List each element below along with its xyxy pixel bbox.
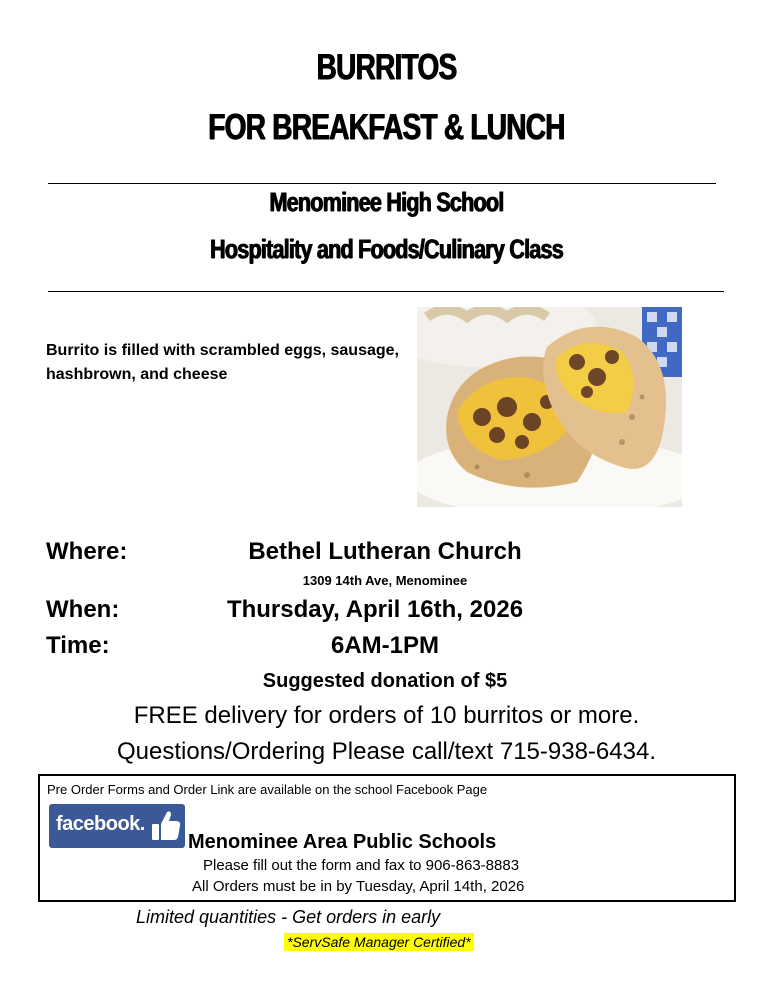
servsafe-badge [284,934,474,950]
school-name: Menominee High School [269,187,504,217]
donation-note: Suggested donation of $5 [262,670,508,692]
servsafe-text: *ServSafe Manager Certified* [284,933,474,951]
thumbs-up-icon [151,808,181,847]
facebook-wordmark: facebook. [56,813,145,835]
org-name: Menominee Area Public Schools [188,831,497,853]
flyer-title-line1: BURRITOS [316,46,457,87]
event-address: 1309 14th Ave, Menominee [302,573,468,588]
time-label: Time: [46,632,110,659]
when-value: Thursday, April 16th, 2026 [226,596,524,623]
contact-note: Questions/Ordering Please call/text 715-938-6434. [117,738,656,765]
where-value: Bethel Lutheran Church [248,538,522,565]
facebook-logo [49,804,185,848]
when-label: When: [46,596,120,623]
divider-bottom [48,291,724,292]
order-deadline: All Orders must be in by Tuesday, April 14th, 2026 [192,878,525,895]
class-name: Hospitality and Foods/Culinary Class [210,234,563,264]
flyer-title-line2: FOR BREAKFAST & LUNCH [208,106,565,147]
fax-instructions: Please fill out the form and fax to 906-863-8883 [203,857,520,874]
time-value: 6AM-1PM [330,632,439,659]
preorder-note: Pre Order Forms and Order Link are available on the school Facebook Page [47,782,488,797]
burrito-photo [417,307,682,507]
burrito-description: Burrito is filled with scrambled eggs, sausage, hashbrown, and cheese [46,342,399,383]
limited-quantities-note: Limited quantities - Get orders in early [136,907,441,927]
delivery-note: FREE delivery for orders of 10 burritos or more. [133,702,640,729]
where-label: Where: [46,538,128,565]
divider-top [48,183,716,184]
